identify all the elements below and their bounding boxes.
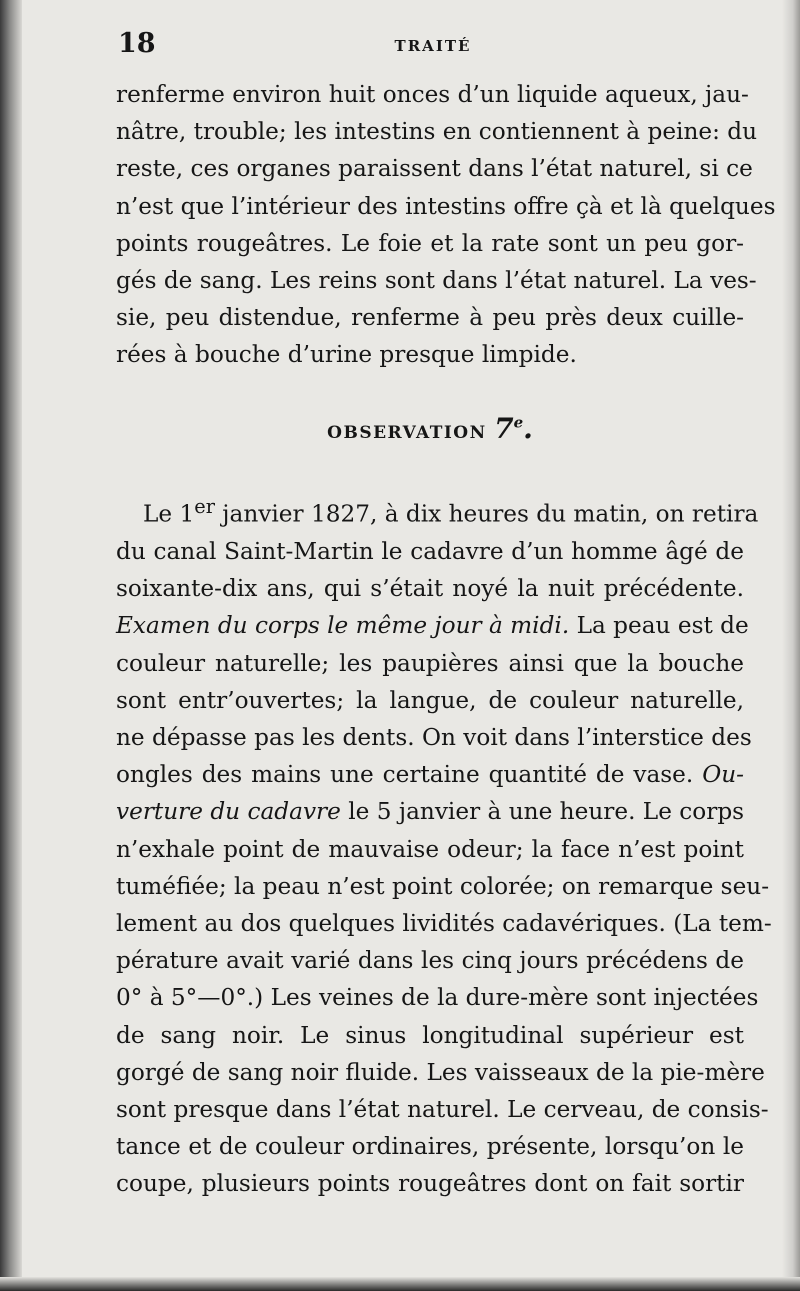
- text-line: n’est que l’intérieur des intestins offre çà et là quelques: [116, 192, 776, 220]
- observation-number: [494, 412, 533, 445]
- text-line: renferme environ huit onces d’un liquide aqueux, jau-: [116, 81, 749, 108]
- page-header: [118, 28, 748, 64]
- paragraph-observation: [116, 488, 772, 1203]
- text-line: lement au dos quelques lividités cadavériques. (La tem-: [116, 909, 772, 937]
- text-line: sie, peu distendue, renferme à peu près deux cuille-: [116, 304, 744, 332]
- text-line: points rougeâtres. Le foie et la rate sont un peu gor-: [116, 229, 744, 257]
- text-line: [116, 756, 744, 793]
- observation-label: OBSERVATION: [327, 423, 487, 443]
- text-line: gorgé de sang noir fluide. Les vaisseaux de la pie-mère: [116, 1058, 765, 1086]
- text-line: couleur naturelle; les paupières ainsi que la bouche: [116, 649, 744, 677]
- line-rest: le 5 janvier à une heure. Le corps: [340, 798, 745, 826]
- line-rest: La peau est de: [569, 612, 749, 640]
- text-line: du canal Saint-Martin le cadavre d’un homme âgé de: [116, 537, 744, 565]
- text-line: 0° à 5°—0°.) Les veines de la dure-mère sont injectées: [116, 984, 759, 1012]
- text-line: gés de sang. Les reins sont dans l’état naturel. La ves-: [116, 267, 757, 295]
- running-head: TRAITÉ: [394, 37, 472, 55]
- italic-heading: Examen du corps le même jour à midi.: [116, 612, 570, 640]
- paragraph-continuation: [116, 76, 776, 374]
- text-line: tuméfiée; la peau n’est point colorée; on remarque seu-: [116, 872, 770, 900]
- text-line: pérature avait varié dans les cinq jours précédens de: [116, 947, 744, 975]
- text-line: coupe, plusieurs points rougeâtres dont on fait sortir: [116, 1170, 744, 1198]
- text-line: soixante-dix ans, qui s’était noyé la nuit précédente.: [116, 575, 744, 603]
- text-line: de sang noir. Le sinus longitudinal supérieur est: [116, 1021, 744, 1049]
- text-line: [116, 793, 744, 830]
- italic-heading: Ou-: [702, 761, 744, 789]
- observation-number-value: 7: [494, 412, 514, 445]
- text-line: sont entr’ouvertes; la langue, de couleur naturelle,: [116, 686, 744, 714]
- observation-number-sup: e: [513, 413, 524, 432]
- text-line: rées à bouche d’urine presque limpide.: [116, 341, 577, 369]
- text-line: ne dépasse pas les dents. On voit dans l’interstice des: [116, 723, 752, 751]
- line-rest: ongles des mains une certaine quantité de vase.: [116, 761, 703, 789]
- observation-period: .: [523, 412, 533, 445]
- page-edge-bottom: [0, 1277, 800, 1291]
- text-line: sont presque dans l’état naturel. Le cerveau, de consis-: [116, 1095, 769, 1123]
- text-line: [116, 488, 759, 533]
- ordinal-sup: er: [194, 495, 215, 518]
- page-number: 18: [118, 28, 156, 59]
- text-line: reste, ces organes paraissent dans l’état naturel, si ce: [116, 155, 753, 183]
- page-edge-right: [782, 0, 800, 1291]
- text-line: [116, 607, 749, 644]
- text-line: n’exhale point de mauvaise odeur; la face n’est point: [116, 835, 744, 863]
- italic-heading: verture du cadavre: [116, 798, 341, 826]
- line-suffix: janvier 1827, à dix heures du matin, on retira: [214, 500, 759, 528]
- text-line: nâtre, trouble; les intestins en contiennent à peine: du: [116, 118, 758, 146]
- observation-heading: [116, 412, 744, 445]
- line-prefix: Le 1: [143, 500, 195, 528]
- page-gutter-shadow: [0, 0, 22, 1291]
- text-line: tance et de couleur ordinaires, présente, lorsqu’on le: [116, 1133, 744, 1161]
